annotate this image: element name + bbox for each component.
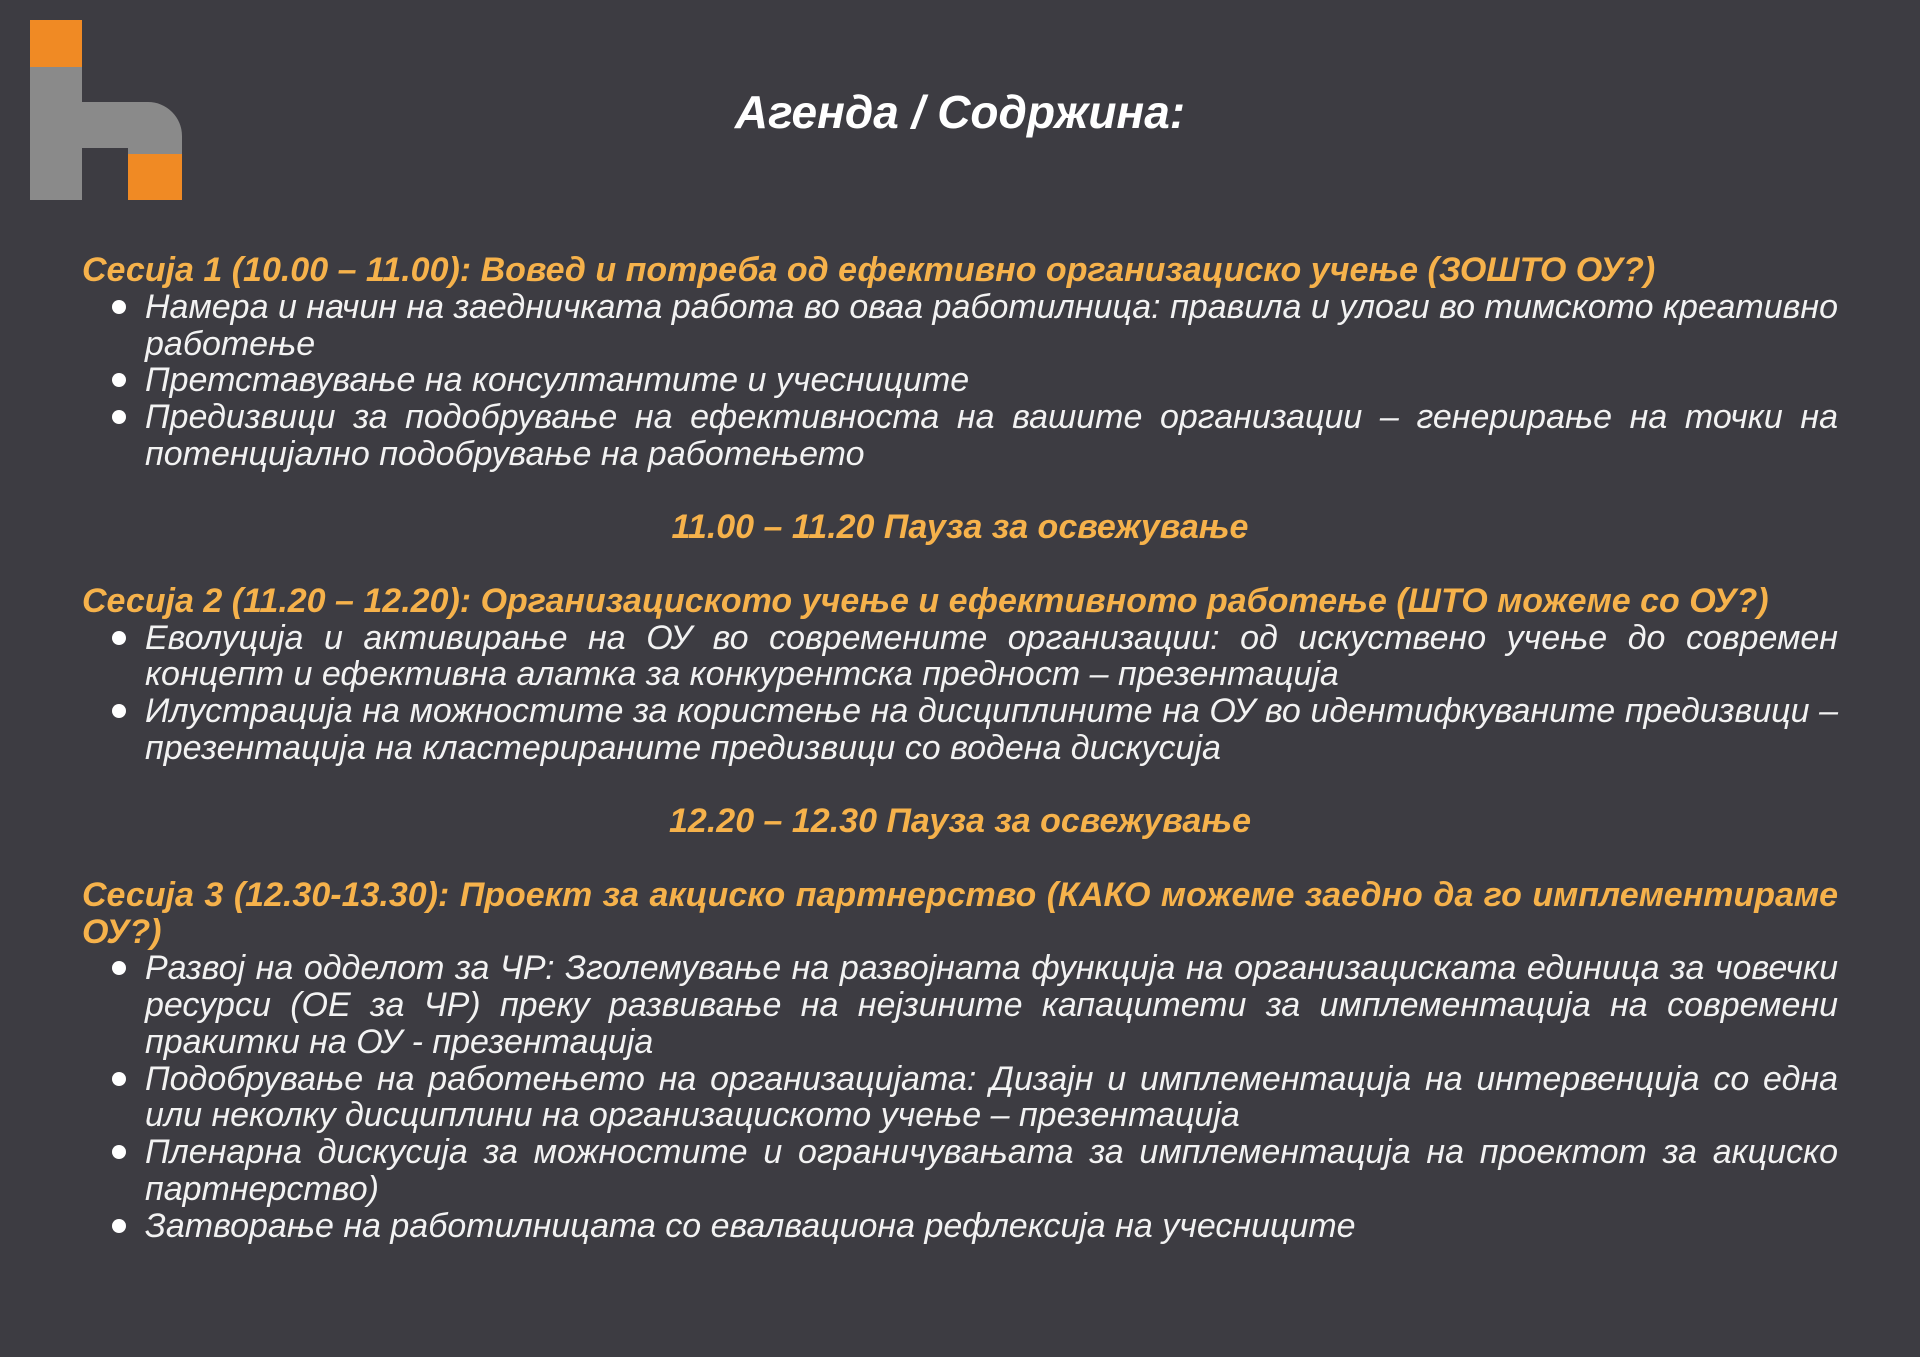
session-label: Сесија 3 (12.30-13.30): <box>82 875 450 914</box>
bullet-icon <box>112 410 126 424</box>
list-item <box>82 693 1838 767</box>
session-items <box>82 950 1838 1244</box>
session-heading <box>82 252 1838 289</box>
break-1 <box>82 509 1838 546</box>
session-title: Проект за акциско партнерство (КАКО можеме заедно да го имплементираме ОУ?) <box>82 875 1838 951</box>
list-item-text: Претставување на консултантите и учесниците <box>145 361 970 400</box>
agenda-content <box>82 252 1838 1244</box>
page-title: Агенда / Содржина: <box>734 86 1186 138</box>
session-2 <box>82 583 1838 767</box>
session-label: Сесија 1 (10.00 – 11.00): <box>82 251 472 289</box>
session-heading <box>82 583 1838 620</box>
break-text: Пауза за освежување <box>886 802 1251 841</box>
list-item <box>82 362 1838 399</box>
list-item-text: Затворање на работилницата со евалвациона рефлексија на учесниците <box>145 1206 1356 1245</box>
break-time: 11.00 – 11.20 <box>671 508 875 547</box>
list-item <box>82 289 1838 363</box>
list-item <box>82 950 1838 1060</box>
list-item-text: Подобрување на работењето на организацијата: Дизајн и имплементација на интервенција со една или неколку дисциплини на организациското учење – презентација <box>145 1059 1838 1135</box>
session-title: Организациското учење и ефективното работење (ШТО можеме со ОУ?) <box>480 581 1769 620</box>
bullet-icon <box>112 1072 126 1086</box>
bullet-icon <box>112 373 126 387</box>
session-3 <box>82 877 1838 1245</box>
session-items <box>82 289 1838 473</box>
bullet-icon <box>112 704 126 718</box>
list-item <box>82 620 1838 694</box>
session-1 <box>82 252 1838 473</box>
list-item <box>82 1208 1838 1245</box>
list-item <box>82 399 1838 473</box>
list-item-text: Пленарна дискусија за можностите и ограничувањата за имплементација на проектот за акциско партнерство) <box>145 1133 1838 1208</box>
bullet-icon <box>112 1219 126 1233</box>
bullet-icon <box>112 1145 126 1159</box>
list-item-text: Развој на одделот за ЧР: Зголемување на развојната функција на организациската единица за човечки ресурси (ОЕ за ЧР) преку развивање на нејзините капацитети за имплементација на современи пракитки на ОУ - презентација <box>145 949 1838 1061</box>
list-item-text: Предизвици за подобрување на ефективноста на вашите организации – генерирање на точки на потенцијално подобрување на работењето <box>145 398 1838 473</box>
break-text: Пауза за освежување <box>883 508 1249 547</box>
logo-orange-square-bottom <box>128 154 182 200</box>
session-items <box>82 620 1838 767</box>
list-item <box>82 1061 1838 1135</box>
logo-orange-square-top <box>30 20 82 67</box>
break-time: 12.20 – 12.30 <box>669 802 877 841</box>
session-label: Сесија 2 (11.20 – 12.20): <box>82 581 472 620</box>
bullet-icon <box>112 631 126 645</box>
list-item-text: Намера и начин на заедничката работа во оваа работилница: правила и улоги во тимското креативно работење <box>145 287 1838 363</box>
break-2 <box>82 803 1838 840</box>
session-title: Вовед и потреба од ефективно организациско учење (ЗОШТО ОУ?) <box>480 251 1656 289</box>
list-item <box>82 1134 1838 1208</box>
bullet-icon <box>112 961 126 975</box>
session-heading <box>82 877 1838 951</box>
list-item-text: Илустрација на можностите за користење на дисциплините на ОУ во идентифкуваните предизвици – презентација на кластерираните предизвици со водена дискусија <box>145 692 1838 767</box>
bullet-icon <box>112 300 126 314</box>
list-item-text: Еволуција и активирање на ОУ во современите организации: од искуствено учење до современ концепт и ефективна алатка за конкурентска предност – презентација <box>145 618 1838 694</box>
